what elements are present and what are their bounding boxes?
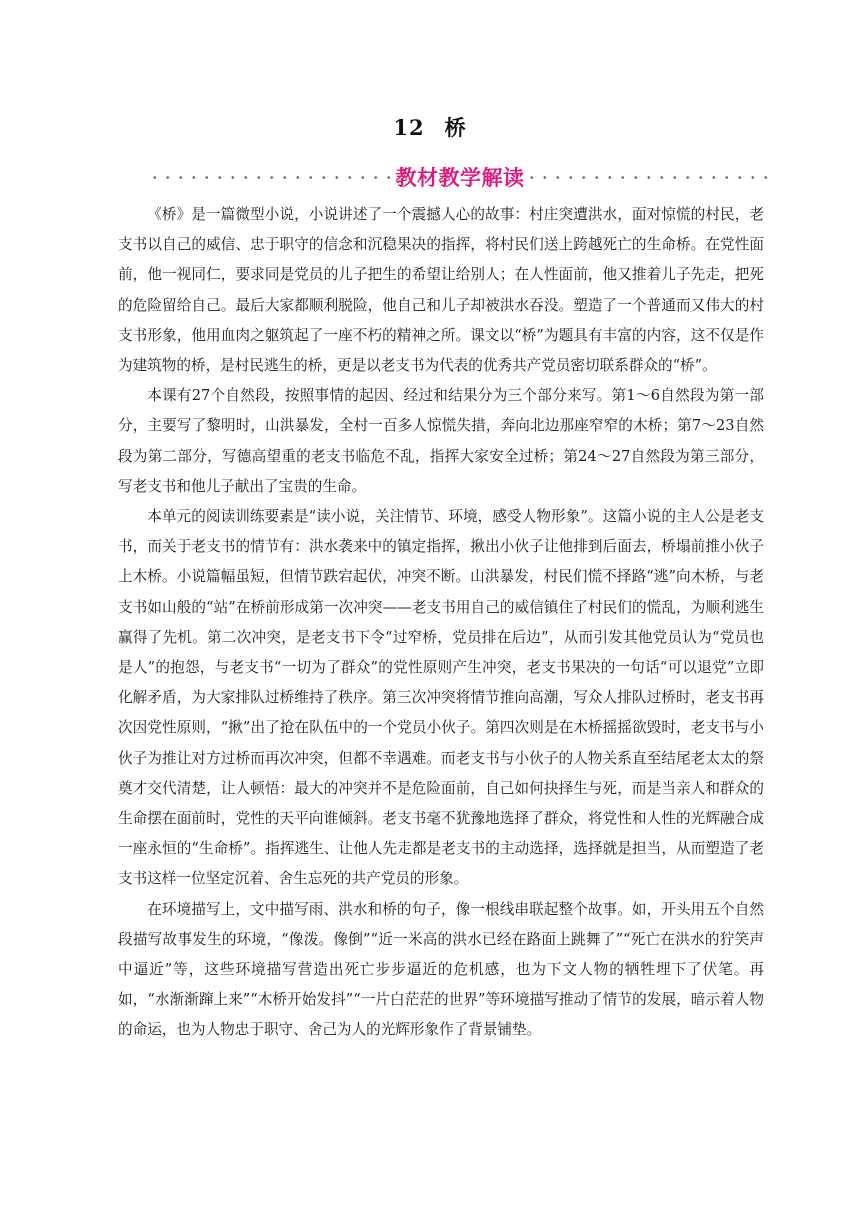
dotted-divider-right — [529, 175, 769, 179]
section-heading: 教材教学解读 — [395, 166, 525, 190]
section-banner — [152, 160, 768, 194]
paragraph-2: 本课有27个自然段，按照事情的起因、经过和结果分为三个部分来写。第1～6自然段为第一部分，主要写了黎明时，山洪暴发，全村一百多人惊慌失措，奔向北边那座窄窄的木桥；第7～23自然段为第二部分，写德高望重的老支书临危不乱，指挥大家安全过桥；第24～27自然段为第三部分，写老支书和他儿子献出了宝贵的生命。 — [118, 387, 764, 495]
body-text — [118, 200, 764, 1046]
lesson-number: 12 — [393, 115, 425, 140]
paragraph-3: 本单元的阅读训练要素是“读小说，关注情节、环境，感受人物形象”。这篇小说的主人公是老支书，而关于老支书的情节有：洪水袭来中的镇定指挥，揪出小伙子让他排到后面去，桥塌前推小伙子上木桥。小说篇幅虽短，但情节跌宕起伏，冲突不断。山洪暴发，村民们慌不择路“逃”向木桥，与老支书如山般的“站”在桥前形成第一次冲突——老支书用自己的威信镇住了村民们的慌乱，为顺利逃生赢得了先机。第二次冲突，是老支书下令“过窄桥，党员排在后边”，从而引发其他党员认为“党员也是人”的抱怨，与老支书“一切为了群众”的党性原则产生冲突，老支书果决的一句话“可以退党”立即化解矛盾，为大家排队过桥维持了秩序。第三次冲突将情节推向高潮，写众人排队过桥时，老支书再次因党性原则，“揪”出了抢在队伍中的一个党员小伙子。第四次则是在木桥摇摇欲毁时，老支书与小伙子为推让对方过桥而再次冲突，但都不幸遇难。而老支书与小伙子的人物关系直至结尾老太太的祭奠才交代清楚，让人顿悟：最大的冲突并不是危险面前，自己如何抉择生与死，而是当亲人和群众的生命摆在面前时，党性的天平向谁倾斜。老支书毫不犹豫地选择了群众，将党性和人性的光辉融合成一座永恒的“生命桥”。指挥逃生、让他人先走都是老支书的主动选择，选择就是担当，从而塑造了老支书这样一位坚定沉着、舍生忘死的共产党员的形象。 — [118, 508, 764, 888]
lesson-title — [0, 112, 860, 142]
lesson-name: 桥 — [444, 115, 467, 140]
dotted-divider-left — [152, 175, 392, 179]
paragraph-4: 在环境描写上，文中描写雨、洪水和桥的句子，像一根线串联起整个故事。如，开头用五个自然段描写故事发生的环境，“像泼。像倒”“近一米高的洪水已经在路面上跳舞了”“死亡在洪水的狞笑声中逼近”等，这些环境描写营造出死亡步步逼近的危机感，也为下文人物的牺牲埋下了伏笔。再如，“水渐渐蹿上来”“木桥开始发抖”“一片白茫茫的世界”等环境描写推动了情节的发展，暗示着人物的命运，也为人物忠于职守、舍己为人的光辉形象作了背景铺垫。 — [118, 900, 764, 1039]
paragraph-1: 《桥》是一篇微型小说，小说讲述了一个震撼人心的故事：村庄突遭洪水，面对惊慌的村民，老支书以自己的威信、忠于职守的信念和沉稳果决的指挥，将村民们送上跨越死亡的生命桥。在党性面前，他一视同仁，要求同是党员的儿子把生的希望让给别人；在人性面前，他又推着儿子先走，把死的危险留给自己。最后大家都顺利脱险，他自己和儿子却被洪水吞没。塑造了一个普通而又伟大的村支书形象，他用血肉之躯筑起了一座不朽的精神之所。课文以“桥”为题具有丰富的内容，这不仅是作为建筑物的桥，是村民逃生的桥，更是以老支书为代表的优秀共产党员密切联系群众的“桥”。 — [118, 206, 764, 375]
